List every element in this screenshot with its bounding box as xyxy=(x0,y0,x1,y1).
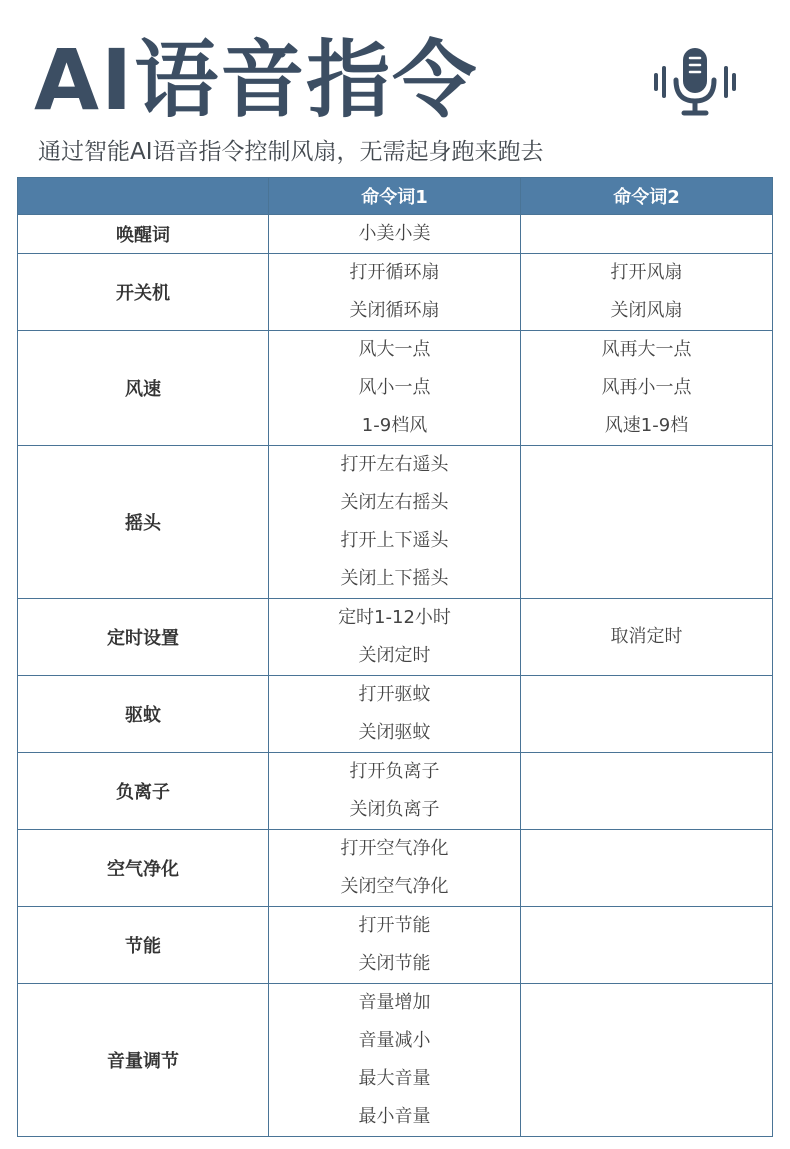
command-1-cell xyxy=(269,676,521,753)
command-text: 打开负离子 xyxy=(349,761,440,782)
command-text: 关闭循环扇 xyxy=(349,300,440,321)
row-category xyxy=(18,254,269,331)
table-row xyxy=(18,907,773,984)
table-row xyxy=(18,984,773,1137)
command-text: 风小一点 xyxy=(358,377,431,398)
command-text: 定时1-12小时 xyxy=(338,607,451,628)
category-label: 音量调节 xyxy=(107,1051,179,1072)
table-row xyxy=(18,331,773,446)
command-2-cell xyxy=(521,676,773,753)
command-2-cell xyxy=(521,331,773,446)
category-label: 定时设置 xyxy=(107,628,179,649)
header-command-1: 命令词1 xyxy=(269,178,521,215)
command-1-cell xyxy=(269,215,521,254)
command-text: 音量增加 xyxy=(358,992,431,1013)
command-1-cell xyxy=(269,984,521,1137)
table-row xyxy=(18,830,773,907)
command-text: 打开风扇 xyxy=(610,262,683,283)
row-category xyxy=(18,215,269,254)
row-category xyxy=(18,446,269,599)
command-table xyxy=(17,177,773,1137)
command-text: 打开循环扇 xyxy=(349,262,440,283)
row-category xyxy=(18,984,269,1137)
command-1-cell xyxy=(269,830,521,907)
command-1-cell xyxy=(269,331,521,446)
category-label: 负离子 xyxy=(116,782,170,803)
category-label: 节能 xyxy=(125,936,161,957)
command-text: 打开驱蚊 xyxy=(358,684,431,705)
category-label: 摇头 xyxy=(125,513,161,534)
command-text: 打开空气净化 xyxy=(340,838,449,859)
command-text: 音量减小 xyxy=(358,1030,431,1051)
command-text: 关闭负离子 xyxy=(349,799,440,820)
command-2-cell xyxy=(521,599,773,676)
row-category xyxy=(18,331,269,446)
category-label: 唤醒词 xyxy=(116,225,170,246)
command-text: 关闭定时 xyxy=(358,645,431,666)
table-row xyxy=(18,446,773,599)
command-text: 关闭左右摇头 xyxy=(340,492,449,513)
command-text: 最大音量 xyxy=(358,1068,431,1089)
header-category xyxy=(18,178,269,215)
command-1-cell xyxy=(269,254,521,331)
command-text: 打开节能 xyxy=(358,915,431,936)
command-text: 风速1-9档 xyxy=(604,415,689,436)
category-label: 开关机 xyxy=(116,283,170,304)
category-label: 空气净化 xyxy=(107,859,179,880)
command-text: 最小音量 xyxy=(358,1106,431,1127)
command-2-cell xyxy=(521,215,773,254)
row-category xyxy=(18,599,269,676)
command-1-cell xyxy=(269,907,521,984)
command-text: 风再小一点 xyxy=(601,377,692,398)
table-row xyxy=(18,215,773,254)
command-2-cell xyxy=(521,907,773,984)
command-text: 打开上下遥头 xyxy=(340,530,449,551)
page-subtitle: 通过智能AI语音指令控制风扇，无需起身跑来跑去 xyxy=(38,139,544,165)
command-text: 1-9档风 xyxy=(361,415,428,436)
command-1-cell xyxy=(269,446,521,599)
category-label: 驱蚊 xyxy=(125,705,161,726)
table-row xyxy=(18,753,773,830)
table-row xyxy=(18,254,773,331)
command-2-cell xyxy=(521,446,773,599)
command-text: 风大一点 xyxy=(358,339,431,360)
category-label: 风速 xyxy=(125,379,161,400)
command-text: 关闭风扇 xyxy=(610,300,683,321)
command-1-cell xyxy=(269,753,521,830)
command-text: 关闭空气净化 xyxy=(340,876,449,897)
command-2-cell xyxy=(521,753,773,830)
command-text: 小美小美 xyxy=(358,223,431,244)
command-text: 关闭节能 xyxy=(358,953,431,974)
table-header-row xyxy=(18,178,773,215)
page-title: AI语音指令 xyxy=(34,31,479,129)
command-2-cell xyxy=(521,984,773,1137)
command-1-cell xyxy=(269,599,521,676)
microphone-icon xyxy=(652,44,738,118)
row-category xyxy=(18,753,269,830)
command-text: 风再大一点 xyxy=(601,339,692,360)
row-category xyxy=(18,907,269,984)
row-category xyxy=(18,830,269,907)
command-text: 打开左右遥头 xyxy=(340,454,449,475)
header-command-2: 命令词2 xyxy=(521,178,773,215)
command-text: 关闭驱蚊 xyxy=(358,722,431,743)
command-text: 取消定时 xyxy=(610,626,683,647)
command-2-cell xyxy=(521,830,773,907)
command-text: 关闭上下摇头 xyxy=(340,568,449,589)
command-2-cell xyxy=(521,254,773,331)
table-row xyxy=(18,676,773,753)
table-row xyxy=(18,599,773,676)
row-category xyxy=(18,676,269,753)
